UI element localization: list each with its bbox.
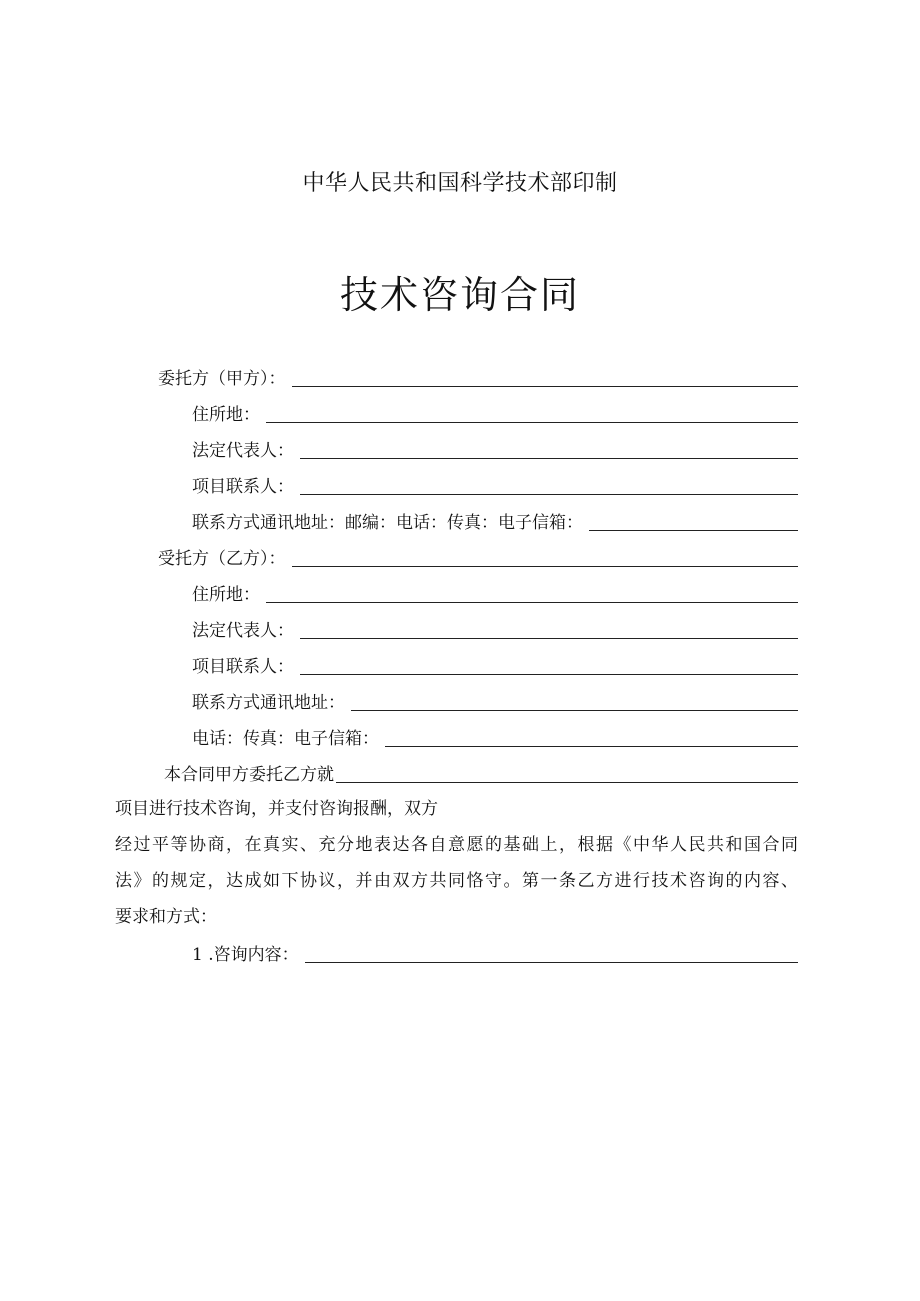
party-b-legal-rep-label: 法定代表人：: [192, 621, 294, 641]
party-a-label: 委托方（甲方）：: [158, 369, 286, 389]
contract-intro-label: 本合同甲方委托乙方就: [164, 765, 334, 785]
project-name-blank[interactable]: [336, 781, 798, 783]
contract-intro-field: [164, 760, 798, 786]
party-b-contact-person-label: 项目联系人：: [192, 657, 294, 677]
party-a-contact-info-blank[interactable]: [589, 529, 798, 531]
party-b-blank[interactable]: [292, 565, 799, 567]
party-b-legal-rep-field: [192, 616, 798, 642]
party-b-phone-fax-email-label: 电话：传真：电子信箱：: [192, 729, 379, 749]
body-line-3: 经过平等协商，在真实、充分地表达各自意愿的基础上，根据《中华人民共和国合同: [115, 835, 798, 855]
party-a-legal-rep-blank[interactable]: [300, 457, 798, 459]
party-b-address-blank[interactable]: [266, 601, 798, 603]
item1-blank[interactable]: [305, 961, 798, 963]
body-line-2: 项目进行技术咨询，并支付咨询报酬，双方: [115, 799, 438, 819]
party-a-legal-rep-label: 法定代表人：: [192, 441, 294, 461]
party-b-phone-fax-email-blank[interactable]: [385, 745, 798, 747]
party-b-address-field: [192, 580, 798, 606]
party-b-label: 受托方（乙方）：: [158, 549, 286, 569]
party-b-field: [158, 544, 798, 570]
party-a-blank[interactable]: [292, 385, 799, 387]
item1-label: 1 .咨询内容：: [192, 945, 299, 965]
party-a-contact-info-field: [192, 508, 798, 534]
body-line-4: 法》的规定，达成如下协议，并由双方共同恪守。第一条乙方进行技术咨询的内容、: [115, 871, 798, 891]
party-a-contact-info-label: 联系方式通讯地址：邮编：电话：传真：电子信箱：: [192, 513, 583, 533]
party-a-address-field: [192, 400, 798, 426]
party-b-legal-rep-blank[interactable]: [300, 637, 798, 639]
party-b-contact-address-field: [192, 688, 798, 714]
party-b-address-label: 住所地：: [192, 585, 260, 605]
party-b-contact-address-label: 联系方式通讯地址：: [192, 693, 345, 713]
item1-field: [192, 940, 798, 966]
party-a-address-label: 住所地：: [192, 405, 260, 425]
body-line-5: 要求和方式：: [115, 907, 217, 927]
party-b-phone-fax-email-field: [192, 724, 798, 750]
party-b-contact-person-blank[interactable]: [300, 673, 798, 675]
party-a-legal-rep-field: [192, 436, 798, 462]
contract-title: 技术咨询合同: [339, 273, 580, 317]
party-a-contact-person-label: 项目联系人：: [192, 477, 294, 497]
party-a-address-blank[interactable]: [266, 421, 798, 423]
party-a-contact-person-blank[interactable]: [300, 493, 798, 495]
party-a-contact-person-field: [192, 472, 798, 498]
publisher-line: 中华人民共和国科学技术部印制: [302, 171, 618, 196]
party-b-contact-address-blank[interactable]: [351, 709, 798, 711]
party-b-contact-person-field: [192, 652, 798, 678]
party-a-field: [158, 364, 798, 390]
